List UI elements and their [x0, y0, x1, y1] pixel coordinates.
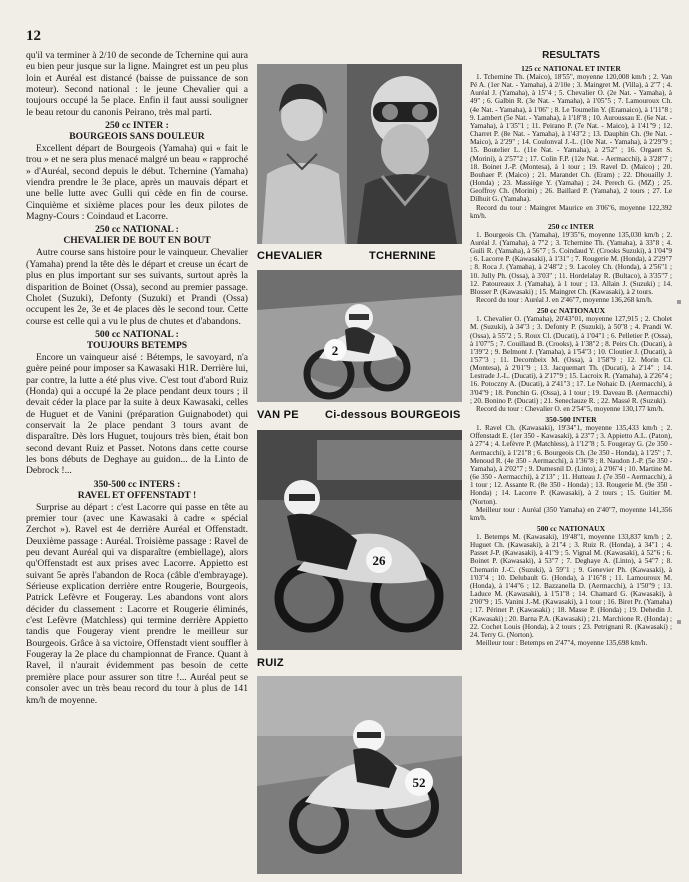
section-heading-line1: 350-500 cc INTERS :: [93, 478, 181, 490]
results-record: Record du tour : Chevalier O. en 2'54"5, moyenne 130,177 km/h.: [476, 404, 664, 413]
ruiz-photo: [257, 676, 462, 874]
bourgeois-photo: [257, 430, 462, 650]
section-heading: [26, 329, 248, 351]
results-body: 1. Bourgeois Ch. (Yamaha), 19'35"6, moyenne 135,030 km/h ; 2. Auréal J. (Yamaha), à 7"2 ; 3. Tchernine Th. (Yamaha), à 33"8 ; 4. Guili R. (Yamaha), à 56"7 ; 5. Coindaud Y. (Crooks Suzuki), à 1'04"9 ; 6. Lacorre P. (Kawasaki), à 1'31" ; 7. Rougerie M. (Honda), à 2'29"7 ; 8. Roca J. (Yamaha), à 2'48"2 ; 9. Lacoley Ch. (Honda), à 2'56"1 ; 10. Jully Ph. (Ossa), à 3'03" ; 11. Hordelalay R. (Bultaco), à 3'35"7 ; 12. Patoureaux J. (Yamaha), à 1 tour ; 13. Allain J. (Suzuki) ; 14. Blosser P. (Kawasaki) ; 15. Maingret Ch. (Kawasaki), à 2 tours.: [470, 230, 672, 296]
page-number: 12: [26, 28, 41, 44]
ruiz-bike-number: 52: [412, 775, 426, 790]
results-title: RESULTATS: [542, 50, 600, 61]
results-body: 1. Betemps M. (Kawasaki), 19'48"1, moyenne 133,837 km/h ; 2. Huguet Ch. (Kawasaki), à 21"4 ; 3. Ruiz R. (Honda), à 34"1 ; 4. Passet J-P. (Kawasaki), à 41"9 ; 5. Vignal M. (Kawasaki), à 52"6 ; 6. Boinet P. (Kawasaki), à 53"7 ; 7. Deghaye A. (Linto), à 54"7 ; 8. Chemarin J.-C. (Suzuki), à 59"1 ; 9. Genevier Ph. (Kawasaki), à 1'03"4 ; 10. Delubault G. (Honda), à 1'16"8 ; 11. Lamouroux M. (Honda), à 1'44"6 ; 12. Bazzanella D. (Aermacchi), à 1'50"9 ; 13. Laduce M. (Kawasaki), à 1'51"8 ; 14. Chamard G. (Kawasaki), à 2'00"9 ; 15. Vanini J.-M. (Kawasaki), à 1 tour ; 16. Biret Pr. (Yamaha) ; 17. Périnet P. (Kawasaki) ; 18. Masse P. (Honda) ; 19. Dehedin J. (Kawasaki) ; 20. Barna P.A. (Kawasaki) ; 21. Marchione R. (Honda) ; 22. Cochet Louis (Honda), à 2 tours ; 23. Petrignani R. (Kawasaki) ; 24. Terry G. (Norton).: [470, 532, 672, 639]
caption-vanpe: VAN PE: [257, 409, 299, 421]
results-record: Meilleur tour : Betemps en 2'47"4, moyenne 135,698 km/h.: [476, 639, 648, 647]
results-record: Meilleur tour : Auréal (350 Yamaha) en 2'40"7, moyenne 141,356 km/h.: [470, 505, 672, 522]
caption-bourgeois: Ci-dessous BOURGEOIS: [325, 409, 461, 421]
binding-hole: [677, 300, 681, 304]
results-record: Record du tour : Maingret Maurice en 3'06"6, moyenne 122,392 km/h.: [470, 203, 672, 220]
section-heading-line1: 500 cc NATIONAL :: [95, 328, 179, 340]
results-body: 1. Tchernine Th. (Maico), 18'55", moyenne 120,008 km/h ; 2. Van Pé A. (1er Nat. - Yamaha), à 2/10e ; 3. Maingret M. (Villa), à 2"7 ; 4. Auréal J. (Yamaha), à 15"4 ; 5. Chevalier O. (2e Nat. - Yamaha), à 49" ; 6. Galbin R. (3e Nat. - Yamaha), à 1'05"5 ; 7. Lamouroux Ch. (4e Nat. - Yamaha), à 1'06" ; 8. Le Toumelin Y. (Eramaico), à 1'11"8 ; 9. Lambert (5e Nat. - Yamaha), à 1'18"8 ; 10. Auroussau E. (6e Nat. - Yamaha), à 1'35"1 ; 11. Peirano P. (7e Nat. - Maico), à 1'41"9 ; 12. Charret P. (8e Nat. - Yamaha), à 1'43"2 ; 13. Dauphin Ch. (9e Nat. - Maico), à 2'29" ; 14. Coulonval J.-L. (10e Nat. - Yamaha), à 2'29"9 ; 15. Boutelier L. (11e Nat. - Yamaha), à 2'52" ; 16. Orgaert S. (Morini), à 2'57"2 ; 17. Colin F.P. (12e Nat. - Aermacchi), à 3'28"7 ; 18. Boinet J.-P. (Montesa), à 1 tour ; 19. Ravel D. (Maico) ; 20. Bouhaer P. (Maico) ; 21. Marandet Ch. (Eram) ; 22. Dhouailly J. (Honda) ; 23. Massiège Y. (Yamaha) ; 24. Perech G. (MZ) ; 25. Geoffroy Ch. (Morini) ; 26. Baillard P. (Yamaha), 2 tours ; 27. Le Dilhuit G. (Yamaha).: [470, 73, 672, 204]
results-heading: 250 cc INTER: [548, 221, 594, 231]
section-heading: [26, 120, 248, 142]
section-text: Excellent départ de Bourgeois (Yamaha) qui « fait le trou » et ne sera plus menacé malgré un beau « rapproché » d'Auréal, second depuis le début. Tchernine (Yamaha) viendra prendre le 3e place, après un mauvais départ et une belle lutte avec Gulli qui cède en fin de course. Cinquième et sixième places pour les deux pilotes de Magny-Cours : Coindaud et Lacorre.: [26, 143, 248, 223]
portraits-image: [257, 64, 462, 244]
vanpe-image: [257, 270, 462, 402]
section-heading: [26, 479, 248, 501]
caption-ruiz: RUIZ: [257, 657, 284, 669]
vanpe-photo: [257, 270, 462, 402]
portraits-photo: [257, 64, 462, 244]
section-heading-line1: 250 cc NATIONAL :: [95, 224, 179, 236]
results-record: Record du tour : Auréal J. en 2'46"7, moyenne 136,268 km/h.: [476, 296, 653, 305]
section-heading-line2: RAVEL ET OFFENSTADT !: [77, 489, 197, 501]
article-intro: qu'il va terminer à 2/10 de seconde de Tchernine qui aura eu bien peur jusque sur la ligne. Maingret est un peu plus loin et Auréal est distancé (baisse de puissance de son moteur). Second national : le jeune Chevalier qui a toujours occupé la 5e place. Enfin il faut aussi souligner le beau retour du canonis Peirano, très mal parti.: [26, 50, 248, 118]
section-text: Surprise au départ : c'est Lacorre qui passe en tête au premier tour (avec une Kawasaki à cadre « spécial Zerchot »). Ravel est 4e derrière Auréal et Offenstadt. Deuxième passage : Auréal. Troisième passage : Ravel de peu devant Auréal qui va disparaître (embiellage), alors qu'Offenstadt est aux prises avec Lacorre. Appietto est suivant 5e après l'abandon de Roca (câble d'embrayage). Sérieuse explication derrière entre Rougerie, Bourgeois, Patrick Lefèvre et Fougeray. Les abandons vont alors décider du classement : Lacorre et Rougerie éliminés, c'est Lefèvre (Matchless) qui termine derrière Appietto tandis que Fougeray vient prendre le meilleur sur Bourgeois. Grâce à sa victoire, Offenstadt vient souffler à Fougeray la 2e place du championnat de France. Quant à Ravel, il n'aurait évidemment pas besoin de cette première place pour assurer son titre !... Auréal peut se consoler avec un très beau record du tour à plus de 141 km/h de moyenne.: [26, 501, 248, 706]
results-heading: 350-500 INTER: [545, 415, 597, 425]
results-heading: 500 cc NATIONAUX: [536, 523, 606, 533]
section-text: Encore un vainqueur aisé : Bétemps, le savoyard, n'a guère peiné pour imposer sa Kawasaki H1R. Derrière lui, par contre, la lutte a été plus vive. C'est tout d'abord Ruiz (Honda) qui a occupé la 2e place pendant deux tours ; il devait céder la place par la suite à deux Kawasaki, celles de Huguet et de Vanini (préparation Guignabodet) qui conservait la 2e place pendant 3 tours avant de disparaître. Dès lors Huguet, toujours très bien, était bon second devant Ruiz et Passet. Notons dans cette course les bons débuts de Deghaye au guidon... de la Linto de Debrock !...: [26, 351, 248, 477]
section-heading-line1: 250 cc INTER :: [105, 120, 169, 132]
results-body: 1. Chevalier O. (Yamaha), 20'43"01, moyenne 127,915 ; 2. Cholet M. (Suzuki), à 34"3 ; 3. Defonty P. (Suzuki), à 50"8 ; 4. Prandi W. (Ossa), à 55"2 ; 5. Roux Cl. (Ducati), à 1'04"1 ; 6. Pelletier P. (Ossa), à 1'07"5 ; 7. Couillaud B. (Crooks), à 1'38"2 ; 8. Peirs Ch. (Ducati), à 1'39"2 ; 9. Belmont J. (Yamaha), à 1'54"3 ; 10. Cloutier J. (Ducati), à 1'57"3 ; 11. Decombeix M. (Ossa), à 1'58"9 ; 12. Morin Cl. (Montesa), à 2'01"9 ; 13. Jacquemart Th. (Ducati), à 2'14" ; 14. Lestrade J.-L. (Ducati), à 2'17"9 ; 15. Lacroix R. (Yamaha), à 2'26"4 ; 16. Potoczny A. (Ducati), à 2'41"3 ; 17. Le Nohaic D. (Aermacchi), à 3'04"9 ; 18. Ponchin G. (Ossa), à 1 tour ; 19. Daveau B. (Aermacchi) ; 20. Bonino P. (Ducati) ; 21. Seneclauze R. ; 22. Massé R. (Suzuki).: [470, 315, 672, 405]
results-column: [470, 50, 672, 872]
section-text: Autre course sans histoire pour le vainqueur. Chevalier (Yamaha) prend la tête dès le départ et creuse un écart de plus en plus important sur ses suivants, surtout après la disparition de Boinet (Ossa), second au premier passage. Cholet (Suzuki), Defonty (Suzuki) et Prandi (Ossa) occupent les 2e, 3e et 4e places dès le second tour. Cette course est celle qui a vu le plus de chutes et d'abandons.: [26, 247, 248, 327]
bourgeois-image: [257, 430, 462, 650]
bourgeois-bike-number: 26: [372, 553, 386, 568]
caption-tchernine: TCHERNINE: [369, 250, 436, 262]
section-heading-line2: BOURGEOIS SANS DOULEUR: [69, 131, 205, 143]
results-body: 1. Ravel Ch. (Kawasaki), 19'34"1, moyenne 135,433 km/h ; 2. Offenstadt E. (1er 350 - Kawasaki), à 23"7 ; 3. Appietto A.L. (Paton), à 27"4 ; 4. Lefèvre P. (Matchless), à 1'12"8 ; 5. Fougeray G. (2e 350 - Aermacchi), à 1'21"8 ; 6. Bourgeois Ch. (3e 350 - Honda), à 1'25" ; 7. Menoud R. (4e 350 - Aermacchi), à 1'36"8 ; 8. Naudon J.-P. (5e 350 - Yamaha), à 2'02"7 ; 9. Dumesnil D. (Linto), à 2'06"4 ; 10. Martine M. (6e 350 - Aermacchi), à 2'13" ; 11. Hutteau J. (7e 350 - Aermacchi), à 1 tour ; 12. Assante R. (8e 350 - Honda) ; 13. Rougerie M. (9e 350 - Honda) ; 14. Lacorre P. (Kawasaki), à 2 tours ; 15. Guitier M. (Norton).: [470, 424, 672, 506]
ruiz-image: [257, 676, 462, 874]
section-heading-line2: TOUJOURS BETEMPS: [86, 339, 188, 351]
results-heading: 250 cc NATIONAUX: [536, 306, 606, 316]
photo-column: [257, 64, 462, 874]
caption-chevalier: CHEVALIER: [257, 250, 323, 262]
binding-hole: [677, 620, 681, 624]
results-heading: 125 cc NATIONAL ET INTER: [521, 64, 621, 73]
section-heading: [26, 224, 248, 246]
section-heading-line2: CHEVALIER DE BOUT EN BOUT: [63, 235, 211, 247]
vanpe-bike-number: 2: [331, 343, 339, 358]
article-column: [26, 50, 248, 870]
